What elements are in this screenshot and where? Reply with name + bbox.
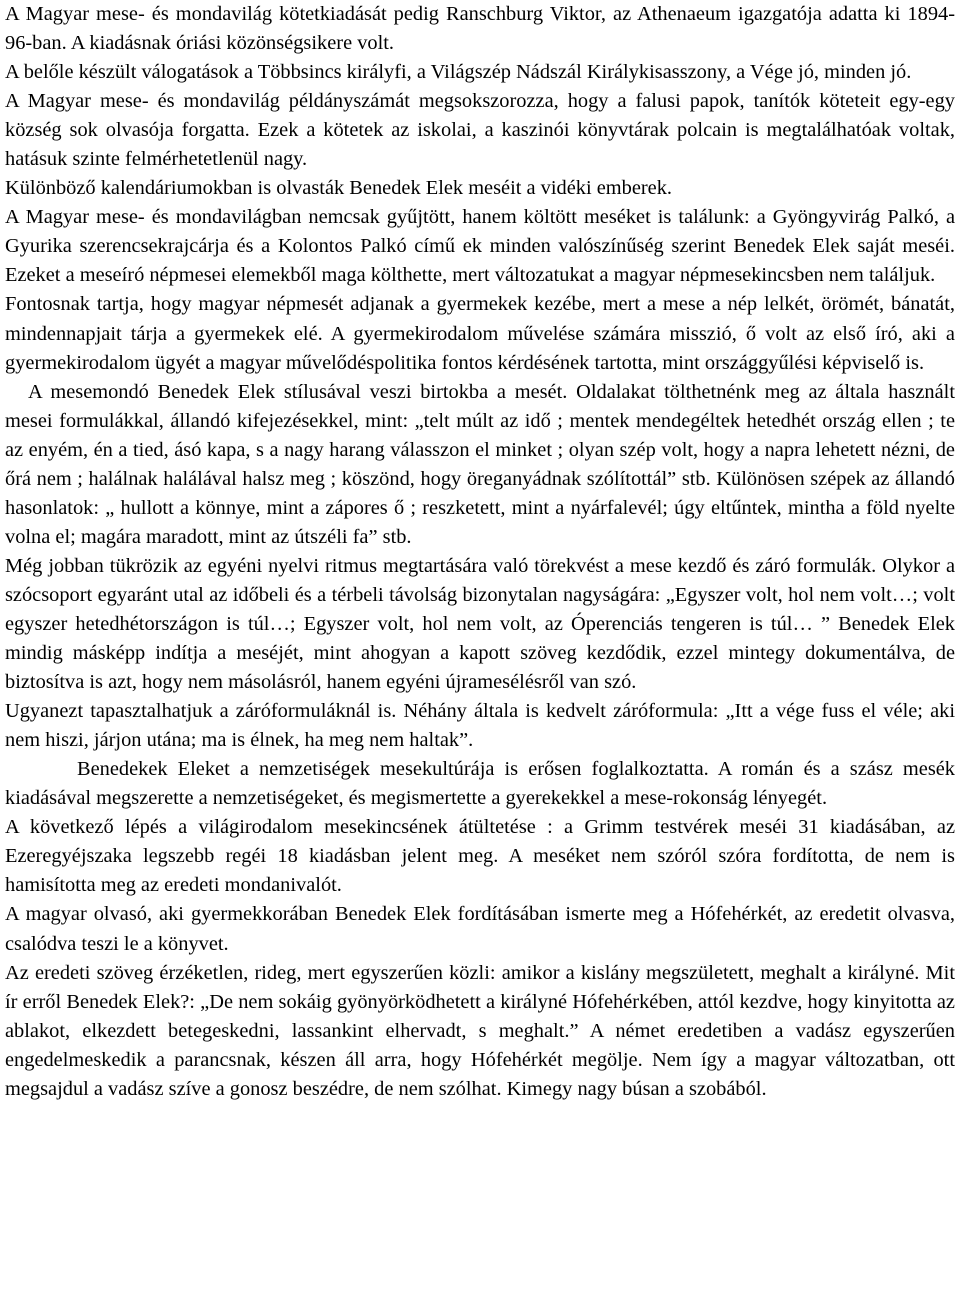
paragraph-11: A következő lépés a világirodalom mesekincsének átültetése : a Grimm testvérek meséi 31 kiadásában, az Ezeregyéjszaka legszebb regéi 18 kiadásban jelent meg. A meséket nem szóról szóra fordította, de nem is hamisította meg az eredeti mondanivalót. [5, 816, 955, 897]
paragraph-2: A belőle készült válogatások a Többsincs királyfi, a Világszép Nádszál Királykisasszony, a Vége jó, minden jó. [5, 61, 912, 84]
paragraph-4: Különböző kalendáriumokban is olvasták Benedek Elek meséit a vidéki emberek. [5, 177, 673, 200]
paragraph-5: A Magyar mese- és mondavilágban nemcsak gyűjtött, hanem költött meséket is találunk: a Gyöngyvirág Palkó, a Gyurika szerencsekrajcárja és a Kolontos Palkó című ek minden valószínűség szerint Benedek Elek saját meséi. Ezeket a meseíró népmesei elemekből maga költhette, mert változatukat a magyar népmesekincsben nem találjuk. [5, 206, 955, 287]
paragraph-13: Az eredeti szöveg érzéketlen, rideg, mert egyszerűen közli: amikor a kislány megszületett, meghalt a királyné. Mit ír erről Benedek Elek?: „De nem sokáig gyönyörködhetett a királyné Hófehérkében, attól kezdve, hogy kinyitotta az ablakot, elkezdett betegeskedni, lassankint elhervadt, s meghalt.” A német eredetiben a vadász egyszerűen engedelmeskedik a parancsnak, készen áll arra, hogy Hófehérkét megölje. Nem így a magyar változatban, ott megsajdul a vadász szíve a gonosz beszédre, de nem szólhat. Kimegy nagy búsan a szobából. [5, 961, 955, 1100]
paragraph-3: A Magyar mese- és mondavilág példányszámát megsokszorozza, hogy a falusi papok, tanítók köteteit egy-egy község sok olvasója forgatta. Ezek a kötetek az iskolai, a kaszinói könyvtárak polcain is megtalálhatóak voltak, hatásuk szinte felmérhetetlenül nagy. [5, 90, 955, 171]
paragraph-10: Benedekek Eleket a nemzetiségek mesekultúrája is erősen foglalkoztatta. A román és a szász mesék kiadásával megszerette a nemzetiségeket, és megismertette a gyerekekkel a mese-rokonság lényegét. [5, 758, 955, 810]
paragraph-12: A magyar olvasó, aki gyermekkorában Benedek Elek fordításában ismerte meg a Hófehérkét, az eredetit olvasva, csalódva teszi le a könyvet. [5, 903, 955, 955]
paragraph-9: Ugyanezt tapasztalhatjuk a záróformuláknál is. Néhány általa is kedvelt záróformula: „Itt a vége fuss el véle; aki nem hiszi, járjon utána; ma is élnek, ha meg nem haltak”. [5, 700, 955, 752]
paragraph-7: A mesemondó Benedek Elek stílusával veszi birtokba a mesét. Oldalakat tölthetnénk meg az általa használt mesei formulákkal, állandó kifejezésekkel, mint: „telt múlt az idő ; mentek mendegéltek hetedhét ország ellen ; te az enyém, én a tied, ásó kapa, s a nagy harang válasszon el minket ; olyan szép volt, hogy a napra lehetett nézni, de őrá nem ; halálnak halálával halsz meg ; köszönd, hogy öreganyádnak szólítottál” stb. Különösen szépek az állandó hasonlatok: „ hullott a könnye, mint a zápores ő ; reszketett, mint a nyárfalevél; úgy eltűntek, mintha a föld nyelte volna el; magára maradott, mint az útszéli fa” stb. [5, 380, 955, 548]
document-page [5, 0, 955, 1104]
paragraph-8: Még jobban tükrözik az egyéni nyelvi ritmus megtartására való törekvést a mese kezdő és záró formulák. Olykor a szócsoport egyaránt utal az időbeli és a térbeli távolság bizonytalan nagyságára: „Egyszer volt, hol nem volt…; volt egyszer hetedhétországon is túl…; Egyszer volt, hol nem volt, az Óperenciás tengeren is túl… ” Benedek Elek mindig másképp indítja a meséjét, mint ahogyan a kapott szöveg kezdődik, ezzel mintegy dokumentálva, de biztosítva is azt, hogy nem másolásról, hanem egyéni újramesélésről van szó. [5, 554, 955, 694]
paragraph-1: A Magyar mese- és mondavilág kötetkiadását pedig Ranschburg Viktor, az Athenaeum igazgatója adatta ki 1894-96-ban. A kiadásnak óriási közönségsikere volt. [5, 3, 955, 55]
paragraph-6: Fontosnak tartja, hogy magyar népmesét adjanak a gyermekek kezébe, mert a mese a nép lelkét, örömét, bánatát, mindennapjait tárja a gyermekek elé. A gyermekirodalom művelése számára misszió, ő volt az első író, aki a gyermekirodalom ügyét a magyar művelődéspolitika fontos kérdésének tartotta, mint országgyűlési képviselő is. [5, 293, 955, 374]
